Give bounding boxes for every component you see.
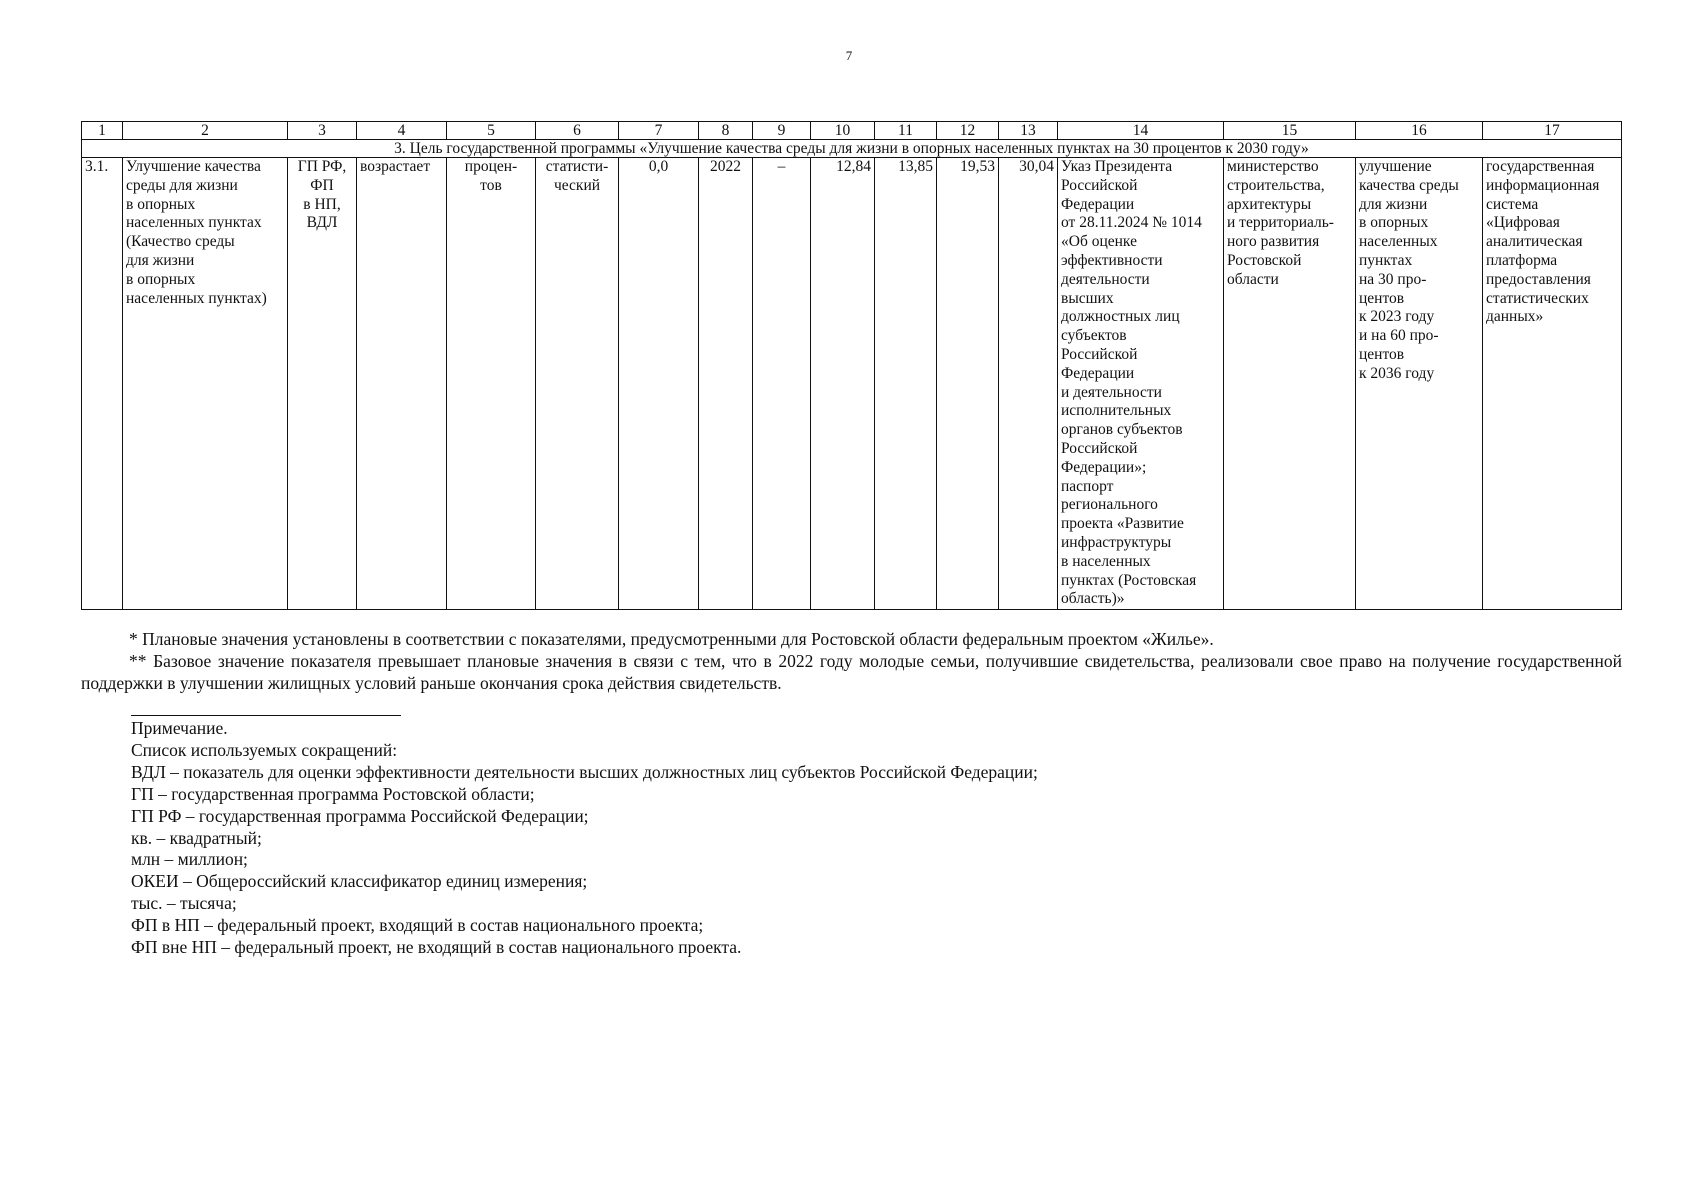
indicators-table <box>81 121 1622 610</box>
abbreviation-item: ГП – государственная программа Ростовской области; <box>131 783 535 804</box>
column-number: 5 <box>447 122 536 140</box>
column-number: 7 <box>619 122 699 140</box>
responsible-body: министерство строительства, архитектуры и территориаль- ного развития Ростовской области <box>1224 158 1356 610</box>
column-number: 10 <box>811 122 875 140</box>
base-year: 2022 <box>699 158 753 610</box>
indicator-name: Улучшение качества среды для жизни в опорных населенных пунктах (Качество среды для жизни в опорных населенных пунктах) <box>123 158 288 610</box>
column-number: 2 <box>123 122 288 140</box>
column-number: 14 <box>1058 122 1224 140</box>
footnote: * Плановые значения установлены в соответствии с показателями, предусмотренными для Ростовской области федеральным проектом «Жилье». <box>129 629 1214 649</box>
abbreviation-item: ФП в НП – федеральный проект, входящий в состав национального проекта; <box>131 915 704 936</box>
regulatory-document: Указ Президента Российской Федерации от 28.11.2024 № 1014 «Об оценке эффективности деятельности высших должностных лиц субъектов Российской Федерации и деятельности исполнительных органов субъектов Российской Федерации»; паспорт регионального проекта «Развитие инфраструктуры в населенных пунктах (Ростовская область)» <box>1058 158 1224 610</box>
column-number: 13 <box>999 122 1058 140</box>
notes-section <box>131 718 1581 959</box>
abbreviation-item: млн – миллион; <box>131 849 248 870</box>
indicator-unit: процен- тов <box>447 158 536 610</box>
column-number: 9 <box>753 122 811 140</box>
column-number: 6 <box>536 122 619 140</box>
footnotes <box>81 628 1622 694</box>
national-goal-link: улучшение качества среды для жизни в опорных населенных пунктах на 30 про- центов к 2023 году и на 60 про- центов к 2036 году <box>1356 158 1483 610</box>
column-number-row <box>82 122 1622 140</box>
information-system: государственная информационная система «Цифровая аналитическая платформа предоставления статистических данных» <box>1483 158 1622 610</box>
indicator-trend: возрастает <box>357 158 447 610</box>
abbreviation-item: тыс. – тысяча; <box>131 893 237 914</box>
indicator-row <box>82 158 1622 610</box>
column-number: 1 <box>82 122 123 140</box>
column-number: 12 <box>937 122 999 140</box>
base-value: 0,0 <box>619 158 699 610</box>
column-number: 8 <box>699 122 753 140</box>
indicator-number: 3.1. <box>82 158 123 610</box>
value-col-13: 30,04 <box>999 158 1058 610</box>
footnote: ** Базовое значение показателя превышает плановые значения в связи с тем, что в 2022 году молодые семьи, получившие свидетельства, реализовали свое право на получение государственной поддержки в улучшении жилищных условий раньше окончания срока действия свидетельств. <box>81 651 1622 693</box>
indicator-type: статисти- ческий <box>536 158 619 610</box>
column-number: 11 <box>875 122 937 140</box>
column-number: 15 <box>1224 122 1356 140</box>
notes-heading: Примечание. <box>131 718 228 738</box>
column-number: 17 <box>1483 122 1622 140</box>
value-col-12: 19,53 <box>937 158 999 610</box>
footnote-separator <box>131 715 401 716</box>
abbreviation-item: ФП вне НП – федеральный проект, не входящий в состав национального проекта. <box>131 937 742 958</box>
abbreviations-title: Список используемых сокращений: <box>131 739 398 760</box>
abbreviation-item: ГП РФ – государственная программа Российской Федерации; <box>131 805 589 826</box>
value-col-9: – <box>753 158 811 610</box>
page-number: 7 <box>845 48 853 63</box>
indicator-level: ГП РФ, ФП в НП, ВДЛ <box>288 158 357 610</box>
abbreviation-item: ВДЛ – показатель для оценки эффективности деятельности высших должностных лиц субъектов Российской Федерации; <box>131 761 1038 782</box>
goal-title: 3. Цель государственной программы «Улучшение качества среды для жизни в опорных населенных пунктах на 30 процентов к 2030 году» <box>82 140 1622 158</box>
goal-row <box>82 140 1622 158</box>
value-col-10: 12,84 <box>811 158 875 610</box>
abbreviation-item: кв. – квадратный; <box>131 827 262 848</box>
abbreviation-item: ОКЕИ – Общероссийский классификатор единиц измерения; <box>131 871 588 892</box>
column-number: 4 <box>357 122 447 140</box>
column-number: 3 <box>288 122 357 140</box>
column-number: 16 <box>1356 122 1483 140</box>
value-col-11: 13,85 <box>875 158 937 610</box>
